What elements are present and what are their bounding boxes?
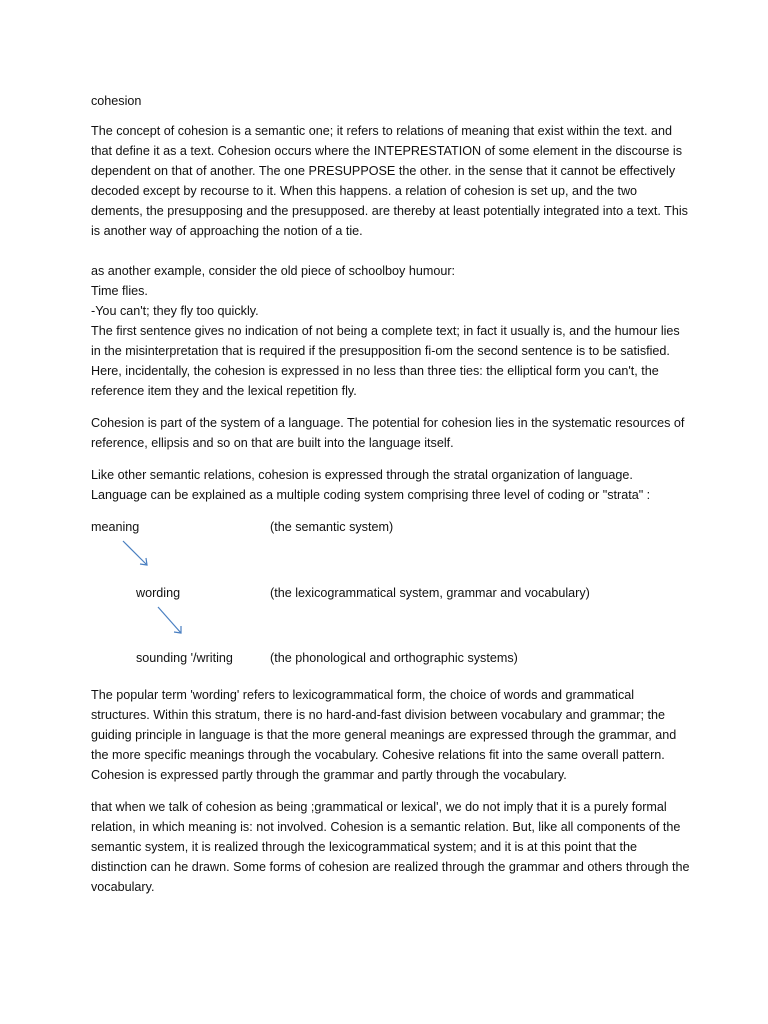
document-title: cohesion [91,94,142,108]
example-line-2: -You can't; they fly too quickly. [91,304,259,318]
stratum-term-wording: wording [136,586,181,600]
example-line-1: Time flies. [91,284,148,298]
stratum-desc-sounding-writing: (the phonological and orthographic systems) [270,651,518,665]
paragraph-concept-of-cohesion: The concept of cohesion is a semantic one; it refers to relations of meaning that exist within the text. and that define it as a text. Cohesion occurs where the INTEPRESTATION of some element in the discourse is dependent on that of another. The one PRESUPPOSE the other. in the sense that it cannot be effectively decoded except by recourse to it. When this happens. a relation of cohesion is set up, and the two dements, the presupposing and the presupposed. are thereby at least potentially integrated into a text. This is another way of approaching the notion of a tie. [91,124,688,238]
document-page [91,91,691,909]
stratum-desc-meaning: (the semantic system) [270,520,394,534]
stratum-term-sounding-writing: sounding '/writing [136,651,233,665]
example-explanation: The first sentence gives no indication of not being a complete text; in fact it usually is, and the humour lies in the misinterpretation that is required if the presupposition fi-om the second sentence is to be satisfied. Here, incidentally, the cohesion is expressed in no less than three ties: the elliptical form you can't, the reference item they and the lexical repetition fly. [91,324,680,398]
paragraph-wording: The popular term 'wording' refers to lexicogrammatical form, the choice of words and grammatical structures. Within this stratum, there is no hard-and-fast division between vocabulary and grammar; the guiding principle in language is that the more general meanings are expressed through the grammar, and the more specific meanings through the vocabulary. Cohesive relations fit into the same overall pattern. Cohesion is expressed partly through the grammar and partly through the vocabulary. [91,688,677,782]
arrow-down-right-icon [156,605,186,637]
paragraph-system-of-language: Cohesion is part of the system of a language. The potential for cohesion lies in the systematic resources of reference, ellipsis and so on that are built into the language itself. [91,416,685,450]
paragraph-grammatical-or-lexical: that when we talk of cohesion as being ;grammatical or lexical', we do not imply that it is a purely formal relation, in which meaning is: not involved. Cohesion is a semantic relation. But, like all components of the semantic system, it is realized through the lexicogrammatical system; and it is at this point that the distinction can he drawn. Some forms of cohesion are realized through the grammar and others through the vocabulary. [91,800,690,894]
example-block [91,261,691,401]
paragraph-stratal-organization: Like other semantic relations, cohesion is expressed through the stratal organization of language. Language can be explained as a multiple coding system comprising three level of coding or "strata" : [91,468,651,502]
arrow-down-right-icon [121,539,151,569]
stratum-term-meaning: meaning [91,520,140,534]
example-intro: as another example, consider the old piece of schoolboy humour: [91,264,456,278]
strata-diagram [91,517,691,677]
stratum-desc-wording: (the lexicogrammatical system, grammar and vocabulary) [270,586,590,600]
